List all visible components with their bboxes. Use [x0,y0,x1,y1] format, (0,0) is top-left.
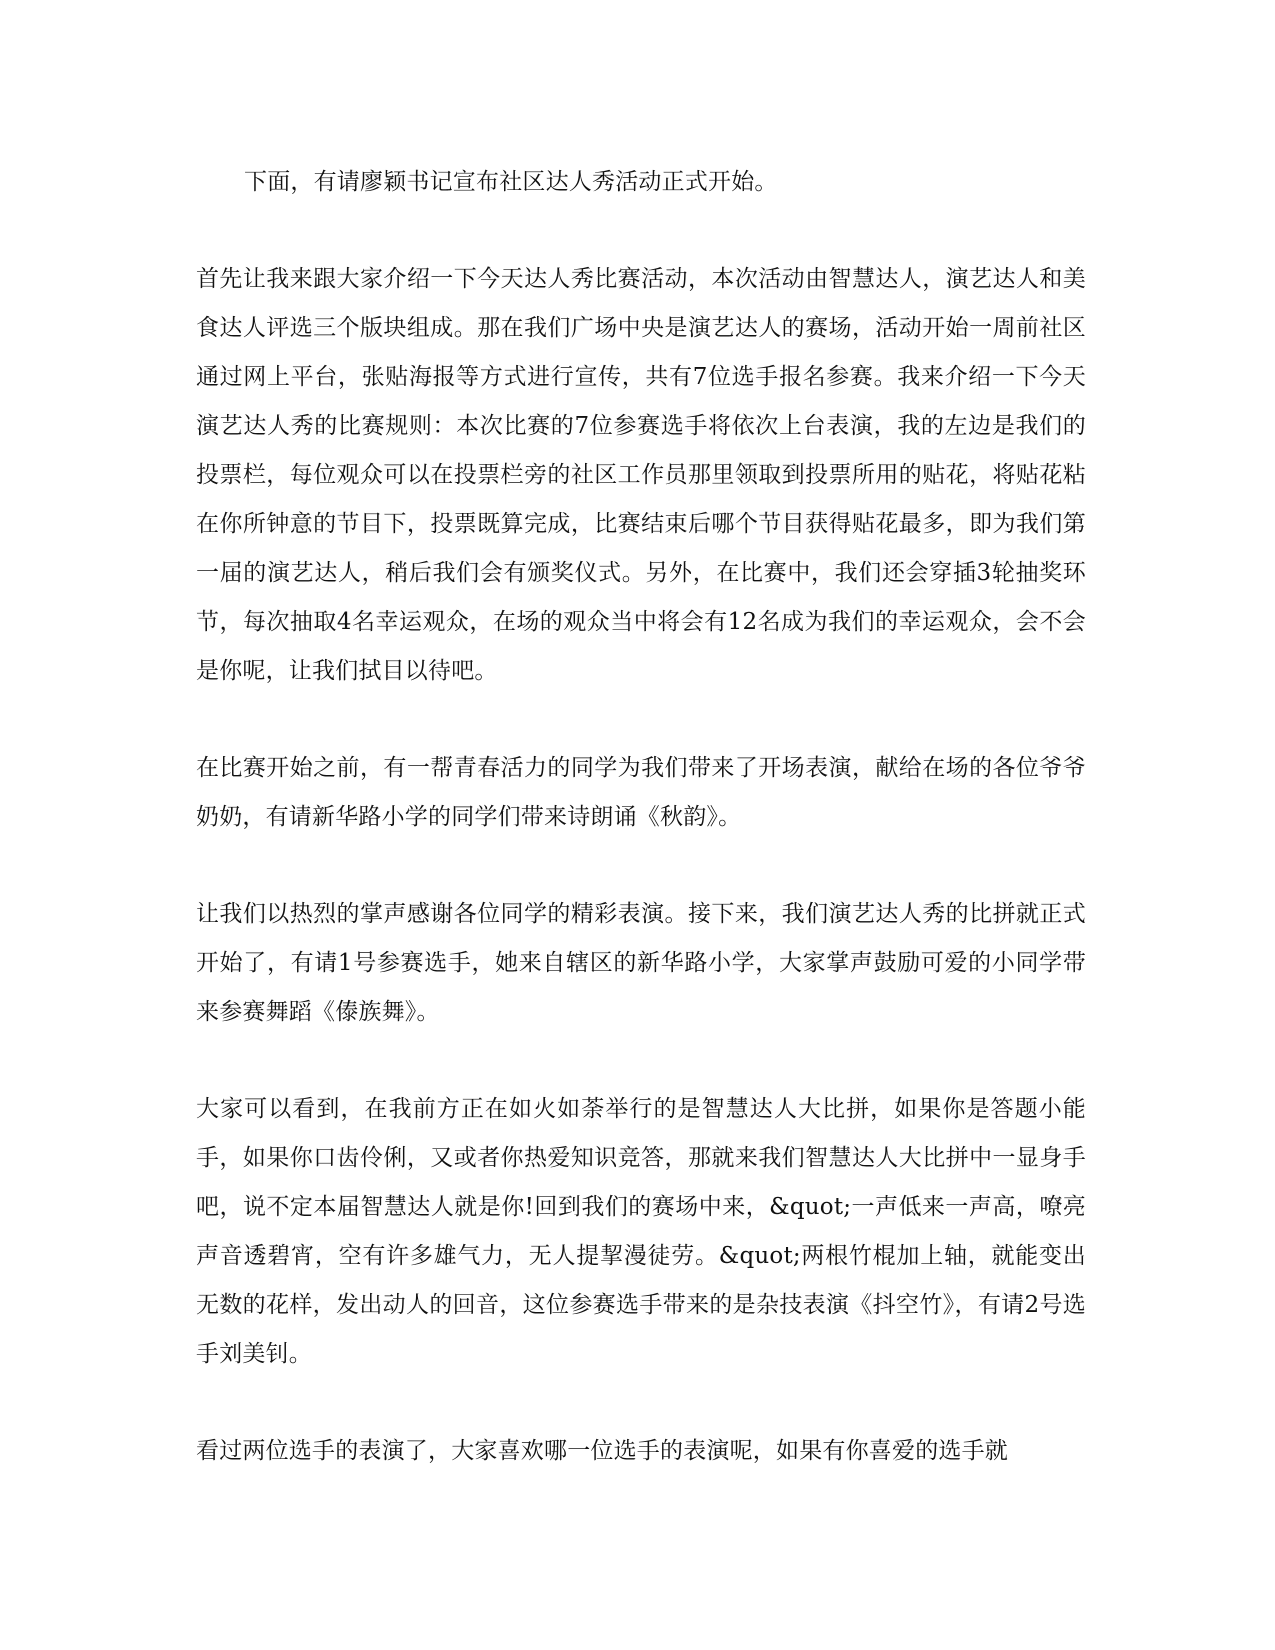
paragraph-opening-announcement: 下面，有请廖颖书记宣布社区达人秀活动正式开始。 [244,169,778,195]
paragraph-first-contestant: 让我们以热烈的掌声感谢各位同学的精彩表演。接下来，我们演艺达人秀的比拼就正式开始了，有请1号参赛选手，她来自辖区的新华路小学，大家掌声鼓励可爱的小同学带来参赛舞蹈《傣族舞》。 [196,901,1086,1025]
paragraph-voting-reminder: 看过两位选手的表演了，大家喜欢哪一位选手的表演呢，如果有你喜爱的选手就 [196,1438,1008,1464]
paragraph-competition-introduction: 首先让我来跟大家介绍一下今天达人秀比赛活动，本次活动由智慧达人，演艺达人和美食达人评选三个版块组成。那在我们广场中央是演艺达人的赛场，活动开始一周前社区通过网上平台，张贴海报等方式进行宣传，共有7位选手报名参赛。我来介绍一下今天演艺达人秀的比赛规则：本次比赛的7位参赛选手将依次上台表演，我的左边是我们的投票栏，每位观众可以在投票栏旁的社区工作员那里领取到投票所用的贴花，将贴花粘在你所钟意的节目下，投票既算完成，比赛结束后哪个节目获得贴花最多，即为我们第一届的演艺达人，稍后我们会有颁奖仪式。另外，在比赛中，我们还会穿插3轮抽奖环节，每次抽取4名幸运观众，在场的观众当中将会有12名成为我们的幸运观众，会不会是你呢，让我们拭目以待吧。 [196,266,1086,684]
paragraph-opening-performance: 在比赛开始之前，有一帮青春活力的同学为我们带来了开场表演，献给在场的各位爷爷奶奶，有请新华路小学的同学们带来诗朗诵《秋韵》。 [196,755,1086,830]
paragraph-second-contestant: 大家可以看到，在我前方正在如火如荼举行的是智慧达人大比拼，如果你是答题小能手，如果你口齿伶俐，又或者你热爱知识竞答，那就来我们智慧达人大比拼中一显身手吧，说不定本届智慧达人就是你!回到我们的赛场中来，&quot;一声低来一声高，嘹亮声音透碧宵，空有许多雄气力，无人提挈漫徒劳。&quot;两根竹棍加上轴，就能变出无数的花样，发出动人的回音，这位参赛选手带来的是杂技表演《抖空竹》，有请2号选手刘美钊。 [196,1096,1086,1367]
